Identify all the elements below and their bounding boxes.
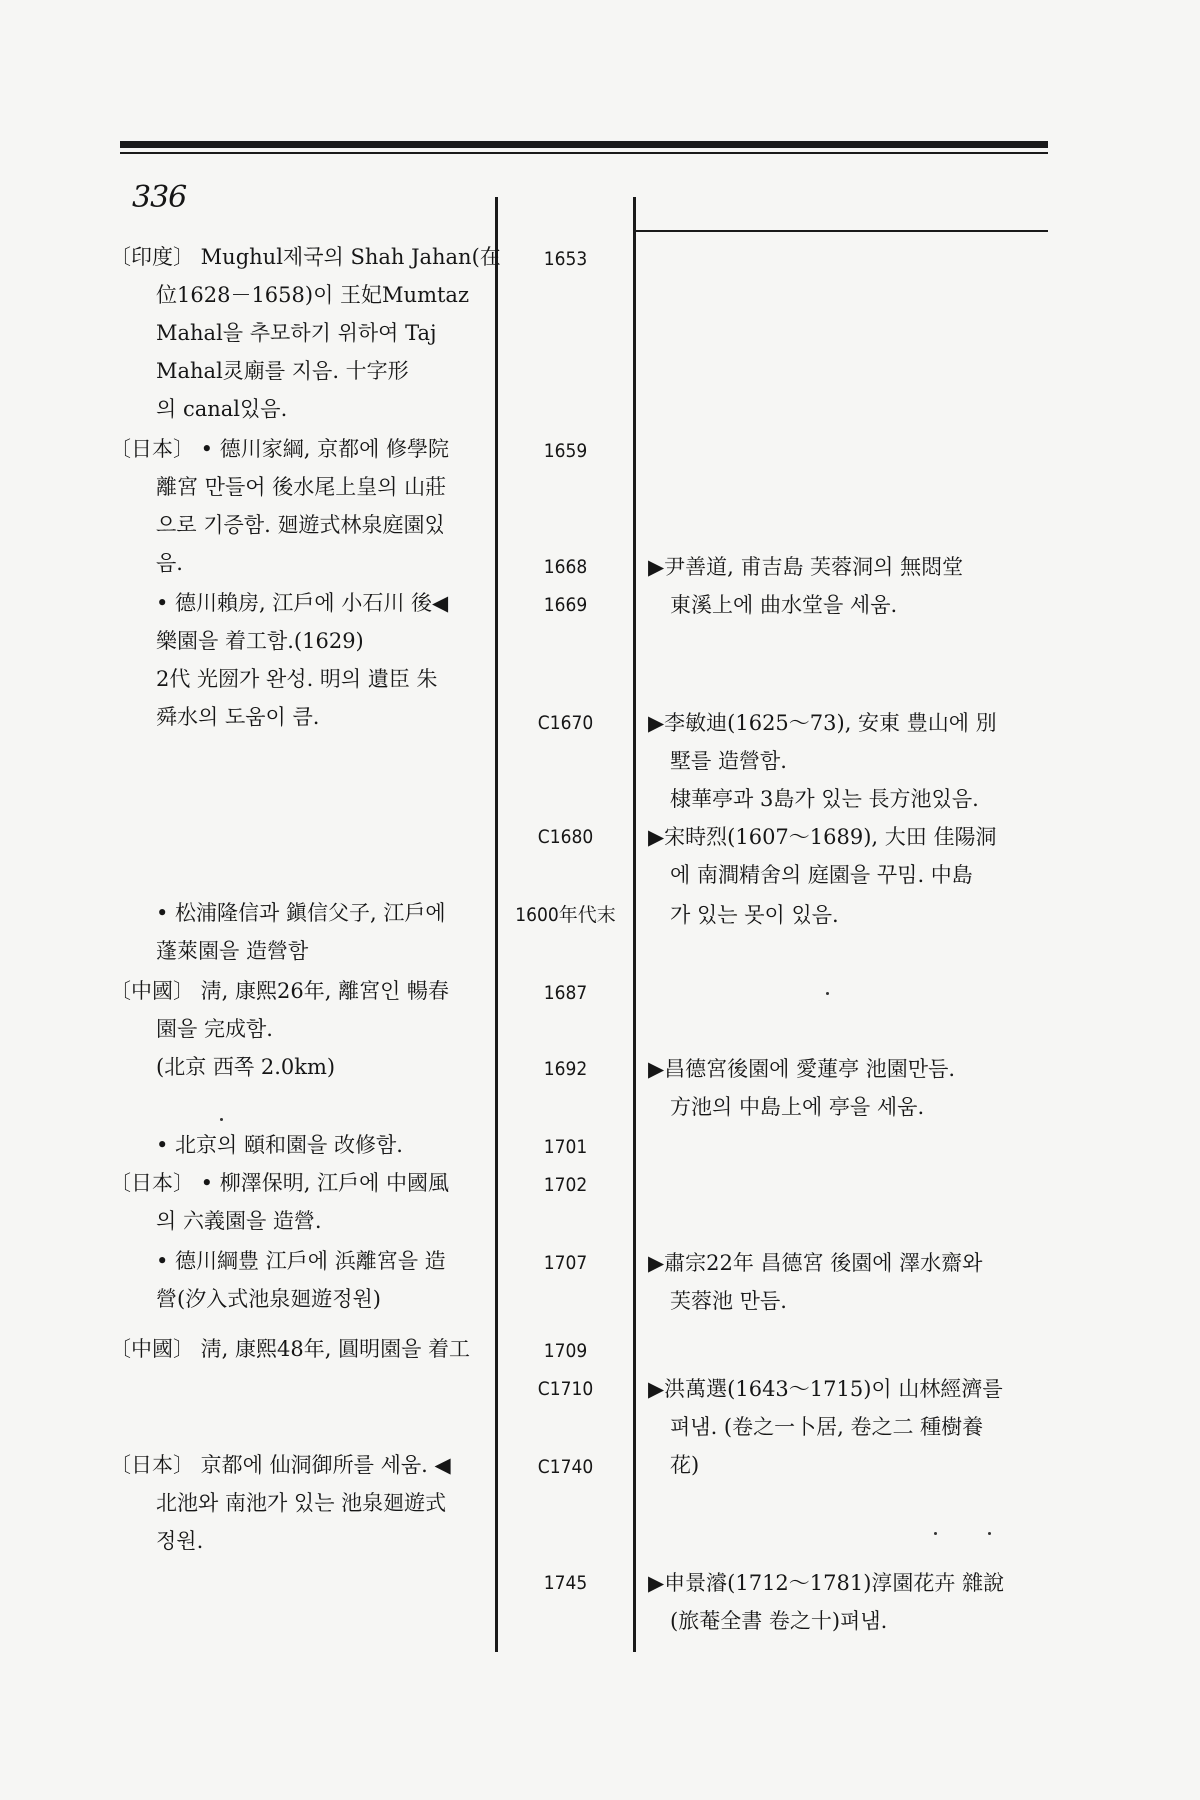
- left-line: 蓬萊園을 造營함: [156, 939, 309, 963]
- header-rule-thick: [120, 141, 1048, 148]
- left-line: 의 canal있음.: [156, 397, 288, 421]
- left-line: 2代 光圀가 완성. 明의 遺臣 朱: [156, 667, 438, 691]
- right-line: 펴냄. (卷之一卜居, 卷之二 種樹養: [670, 1415, 984, 1439]
- right-line: ▶肅宗22年 昌德宮 後園에 澤水齋와: [648, 1251, 983, 1275]
- print-speck: [988, 1532, 991, 1535]
- left-line: • 北京의 頤和園을 改修함.: [156, 1133, 403, 1157]
- print-speck: [220, 1118, 223, 1121]
- right-column-header-rule: [634, 230, 1048, 232]
- header-rule-thin: [120, 152, 1048, 154]
- right-line: ▶李敏迪(1625～73), 安東 豊山에 別: [648, 711, 997, 735]
- year-cell: 1669: [543, 594, 588, 616]
- left-line: • 德川綱豊 江戶에 浜離宮을 造: [156, 1249, 446, 1273]
- right-line: 東溪上에 曲水堂을 세움.: [670, 593, 898, 617]
- right-line: ▶洪萬選(1643～1715)이 山林經濟를: [648, 1377, 1003, 1401]
- year-cell: 1709: [543, 1340, 588, 1362]
- year-cell: 1653: [543, 248, 588, 270]
- right-line: 墅를 造營함.: [670, 749, 787, 773]
- left-line: 樂園을 着工함.(1629): [156, 629, 364, 653]
- right-line: 가 있는 못이 있음.: [670, 903, 839, 927]
- right-line: 에 南澗精舍의 庭園을 꾸밈. 中島: [670, 863, 973, 887]
- right-line: (旅菴全書 卷之十)펴냄.: [670, 1609, 888, 1633]
- left-line: 離宮 만들어 後水尾上皇의 山莊: [156, 475, 447, 499]
- year-cell: 1600年代末: [515, 904, 616, 926]
- column-divider-right: [633, 197, 636, 1652]
- year-cell: 1702: [543, 1174, 588, 1196]
- left-line: 〔日本〕 • 柳澤保明, 江戶에 中國風: [110, 1171, 450, 1195]
- left-line: Mahal灵廟를 지음. 十字形: [156, 359, 409, 383]
- print-speck: [826, 992, 829, 995]
- year-cell: C1740: [537, 1456, 594, 1478]
- left-line: 음.: [156, 551, 183, 575]
- left-line: 정원.: [156, 1529, 204, 1553]
- right-line: 花): [670, 1453, 700, 1477]
- year-cell: 1745: [543, 1572, 588, 1594]
- right-line: 棣華亭과 3島가 있는 長方池있음.: [670, 787, 979, 811]
- year-cell: C1670: [537, 712, 594, 734]
- left-line: 位1628－1658)이 王妃Mumtaz: [156, 283, 470, 307]
- year-cell: 1692: [543, 1058, 588, 1080]
- year-cell: 1659: [543, 440, 588, 462]
- left-line: 으로 기증함. 廻遊式林泉庭園있: [156, 513, 445, 537]
- right-line: ▶申景濬(1712～1781)淳園花卉 雜說: [648, 1571, 1005, 1595]
- left-line: 舜水의 도움이 큼.: [156, 705, 320, 729]
- right-line: 方池의 中島上에 亭을 세움.: [670, 1095, 925, 1119]
- year-cell: C1680: [537, 826, 594, 848]
- right-line: ▶昌德宮後園에 愛蓮亭 池園만듬.: [648, 1057, 956, 1081]
- left-line: 〔中國〕 淸, 康熙26年, 離宮인 暢春: [110, 979, 450, 1003]
- left-line: 營(汐入式池泉廻遊정원): [156, 1287, 381, 1311]
- right-line: ▶尹善道, 甫吉島 芙蓉洞의 無悶堂: [648, 555, 964, 579]
- left-line: 北池와 南池가 있는 池泉廻遊式: [156, 1491, 447, 1515]
- left-line: • 松浦隆信과 鎭信父子, 江戶에: [156, 901, 446, 925]
- left-line: Mahal을 추모하기 위하여 Taj: [156, 321, 437, 345]
- left-line: • 德川賴房, 江戶에 小石川 後◀: [156, 591, 449, 615]
- left-line: 〔日本〕 京都에 仙洞御所를 세움. ◀: [110, 1453, 451, 1477]
- left-line: 〔印度〕 Mughul제국의 Shah Jahan(在: [110, 245, 501, 269]
- left-line: 의 六義園을 造營.: [156, 1209, 322, 1233]
- left-line: 〔日本〕 • 德川家綱, 京都에 修學院: [110, 437, 450, 461]
- left-line: 〔中國〕 淸, 康熙48年, 圓明園을 着工: [110, 1337, 471, 1361]
- left-line: 園을 完成함.: [156, 1017, 273, 1041]
- year-cell: C1710: [537, 1378, 594, 1400]
- right-line: 芙蓉池 만듬.: [670, 1289, 787, 1313]
- print-speck: [934, 1532, 937, 1535]
- right-line: ▶宋時烈(1607～1689), 大田 佳陽洞: [648, 825, 997, 849]
- year-cell: 1687: [543, 982, 588, 1004]
- page-number: 336: [132, 180, 187, 215]
- year-cell: 1668: [543, 556, 588, 578]
- year-cell: 1701: [543, 1136, 588, 1158]
- left-line: (北京 西쪽 2.0km): [156, 1055, 336, 1079]
- year-cell: 1707: [543, 1252, 588, 1274]
